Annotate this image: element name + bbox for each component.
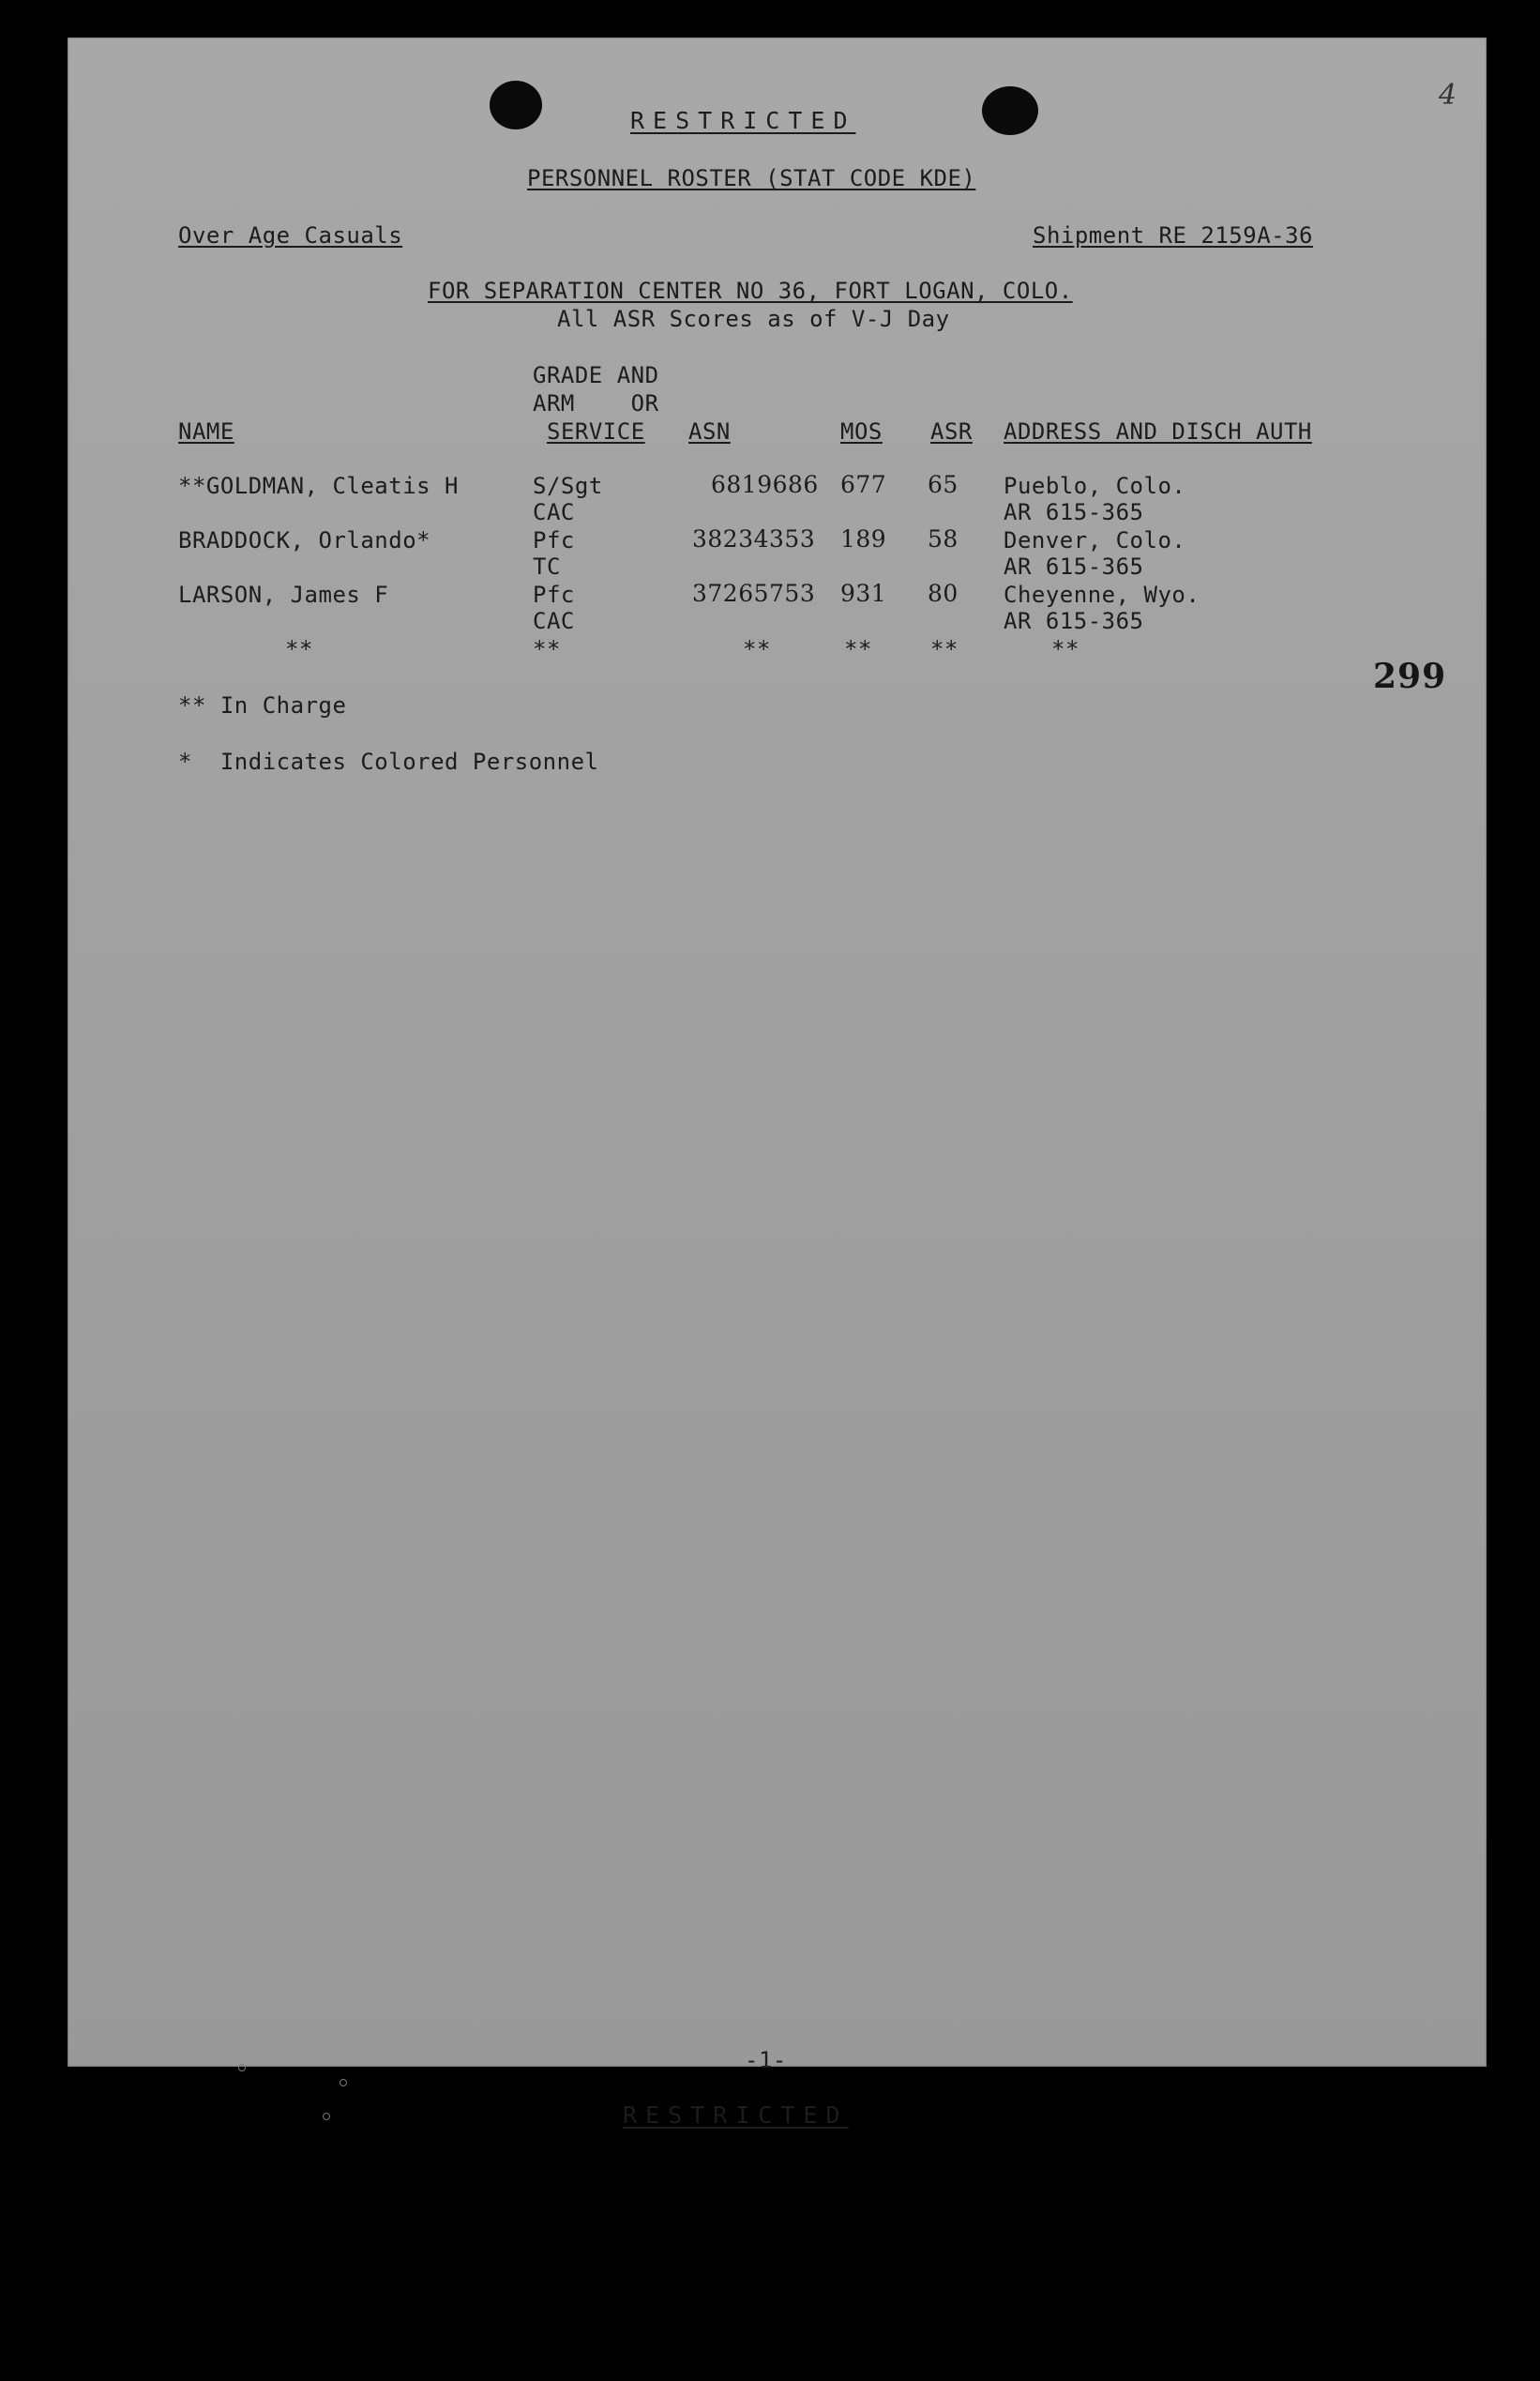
end-mark-address: ** xyxy=(1051,636,1080,662)
column-header-address: ADDRESS AND DISCH AUTH xyxy=(1004,418,1312,445)
scores-note: All ASR Scores as of V-J Day xyxy=(557,306,950,332)
row-1-auth: AR 615-365 xyxy=(1004,499,1144,525)
row-1-arm: CAC xyxy=(533,499,575,525)
document-page xyxy=(68,38,1487,2129)
end-mark-asr: ** xyxy=(930,636,959,662)
row-2-mos: 189 xyxy=(840,525,887,553)
column-header-service: SERVICE xyxy=(547,418,645,445)
row-3-asn: 37265753 xyxy=(692,580,816,607)
corner-mark: 4 xyxy=(1439,79,1457,112)
paper-speck xyxy=(340,2079,347,2086)
paper-speck xyxy=(323,2113,330,2120)
row-2-address: Denver, Colo. xyxy=(1004,527,1186,554)
classification-footer: RESTRICTED xyxy=(623,2101,849,2129)
end-mark-name: ** xyxy=(285,636,313,662)
roster-title: PERSONNEL ROSTER (STAT CODE KDE) xyxy=(527,165,976,191)
row-1-asr: 65 xyxy=(928,471,959,498)
column-header-asr: ASR xyxy=(930,418,973,445)
row-1-mos: 677 xyxy=(840,471,887,498)
column-header-name: NAME xyxy=(178,418,234,445)
shipment-number: Shipment RE 2159A-36 xyxy=(1033,222,1313,249)
row-2-asr: 58 xyxy=(928,525,959,553)
punch-hole-left xyxy=(490,81,542,129)
classification-header: RESTRICTED xyxy=(630,107,856,134)
destination-line: FOR SEPARATION CENTER NO 36, FORT LOGAN, COLO. xyxy=(428,278,1073,304)
paper-speck xyxy=(238,2064,246,2071)
row-1-grade: S/Sgt xyxy=(533,473,603,499)
row-3-asr: 80 xyxy=(928,580,959,607)
row-3-mos: 931 xyxy=(840,580,887,607)
row-3-grade: Pfc xyxy=(533,582,575,608)
row-2-grade: Pfc xyxy=(533,527,575,554)
end-mark-grade: ** xyxy=(533,636,561,662)
row-3-auth: AR 615-365 xyxy=(1004,608,1144,634)
end-mark-mos: ** xyxy=(844,636,872,662)
row-3-name: LARSON, James F xyxy=(178,582,389,608)
row-2-name: BRADDOCK, Orlando* xyxy=(178,527,431,554)
row-2-arm: TC xyxy=(533,554,561,580)
column-header-asn: ASN xyxy=(688,418,731,445)
row-2-auth: AR 615-365 xyxy=(1004,554,1144,580)
row-1-asn: 6819686 xyxy=(711,471,819,498)
category-label: Over Age Casuals xyxy=(178,222,403,249)
column-header-grade-line2: ARM OR xyxy=(533,390,659,417)
column-header-grade-line1: GRADE AND xyxy=(533,362,659,388)
end-mark-asn: ** xyxy=(743,636,771,662)
row-2-asn: 38234353 xyxy=(692,525,816,553)
note-colored-personnel: * Indicates Colored Personnel xyxy=(178,749,599,775)
page-number: -1- xyxy=(745,2047,787,2073)
row-1-address: Pueblo, Colo. xyxy=(1004,473,1186,499)
row-3-address: Cheyenne, Wyo. xyxy=(1004,582,1200,608)
column-header-mos: MOS xyxy=(840,418,883,445)
punch-hole-right xyxy=(982,86,1038,135)
row-3-arm: CAC xyxy=(533,608,575,634)
stamped-page-number: 299 xyxy=(1373,657,1447,696)
note-in-charge: ** In Charge xyxy=(178,692,347,719)
row-1-name: **GOLDMAN, Cleatis H xyxy=(178,473,459,499)
